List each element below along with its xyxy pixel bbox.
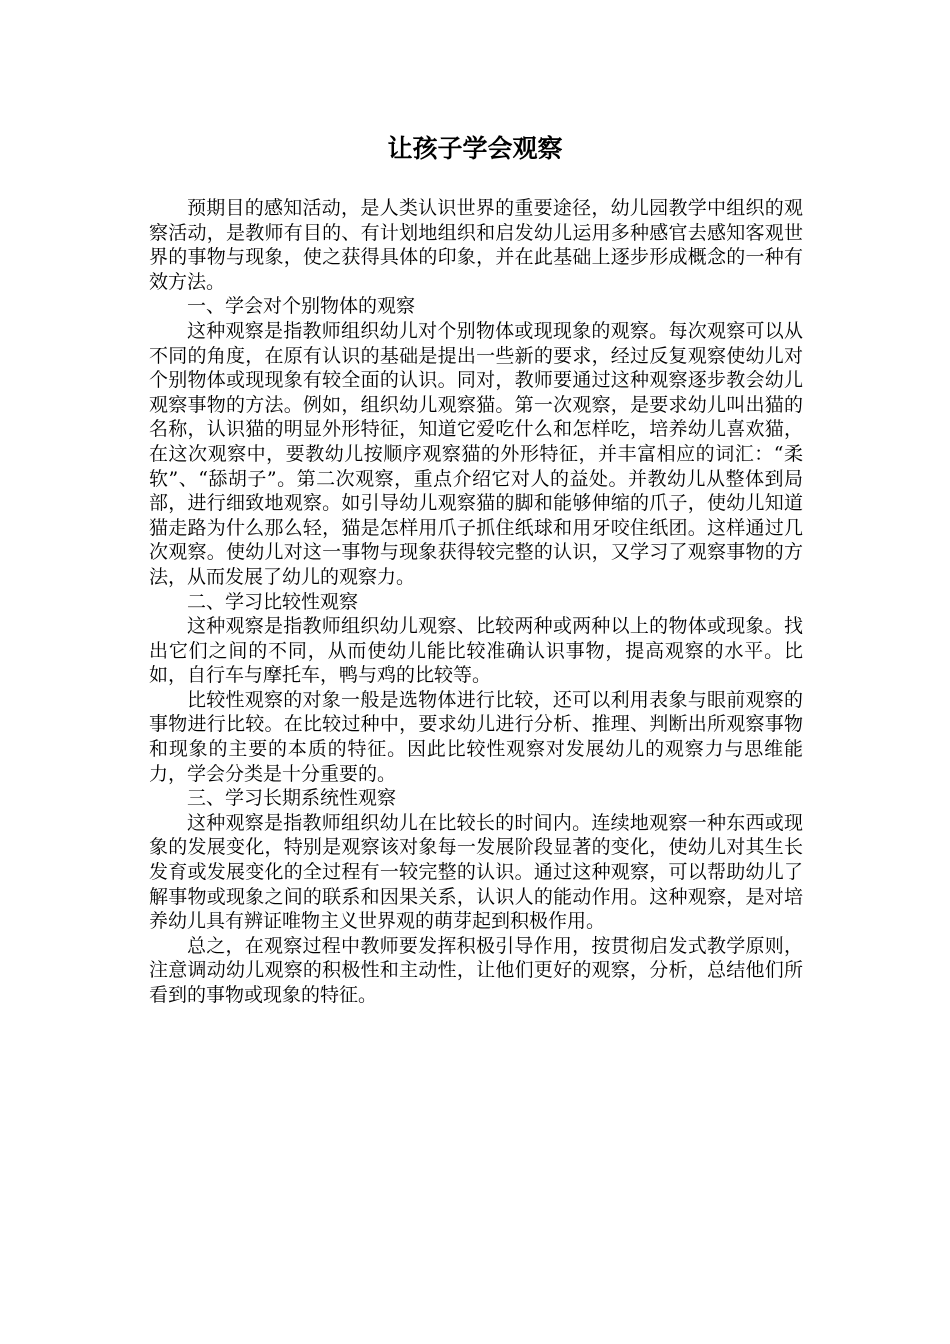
section-heading-3: 三、学习长期系统性观察 [187, 787, 397, 810]
section-heading-2: 二、学习比较性观察 [187, 590, 359, 613]
section-2-paragraph-2: 比较性观察的对象一般是选物体进行比较，还可以利用表象与眼前观察的事物进行比较。在比较过种中，要求幼儿进行分析、推理、判断出所观察事物和现象的主要的本质的特征。因此比较性观察对发展幼儿的观察力与思维能力，学会分类是十分重要的。 [149, 688, 803, 785]
document-body [149, 196, 803, 1008]
section-1-paragraph: 这种观察是指教师组织幼儿对个别物体或现现象的观察。每次观察可以从不同的角度，在原有认识的基础是提出一些新的要求，经过反复观察使幼儿对个别物体或现现象有较全面的认识。同对，教师要通过这种观察逐步教会幼儿观察事物的方法。例如，组织幼儿观察猫。第一次观察，是要求幼儿叫出猫的名称，认识猫的明显外形特征，知道它爱吃什么和怎样吃，培养幼儿喜欢猫，在这次观察中，要教幼儿按顺序观察猫的外形特征，并丰富相应的词汇：“柔软”、“舔胡子”。第二次观察，重点介绍它对人的益处。并教幼儿从整体到局部，进行细致地观察。如引导幼儿观察猫的脚和能够伸缩的爪子，使幼儿知道猫走路为什么那么轻，猫是怎样用爪子抓住纸球和用牙咬住纸团。这样通过几次观察。使幼儿对这一事物与现象获得较完整的认识，又学习了观察事物的方法，从而发展了幼儿的观察力。 [149, 319, 803, 588]
intro-paragraph: 预期目的感知活动，是人类认识世界的重要途径，幼儿园教学中组织的观察活动，是教师有目的、有计划地组织和启发幼儿运用多种感官去感知客观世界的事物与现象，使之获得具体的印象，并在此基础上逐步形成概念的一种有效方法。 [149, 197, 803, 293]
conclusion-paragraph: 总之，在观察过程中教师要发挥积极引导作用，按贯彻启发式教学原则，注意调动幼儿观察的积极性和主动性，让他们更好的观察，分析，总结他们所看到的事物或现象的特征。 [149, 934, 803, 1006]
section-2-paragraph-1: 这种观察是指教师组织幼儿观察、比较两种或两种以上的物体或现象。找出它们之间的不同，从而使幼儿能比较准确认识事物，提高观察的水平。比如，自行车与摩托车，鸭与鸡的比较等。 [149, 615, 803, 687]
document-title: 让孩子学会观察 [387, 134, 563, 163]
section-heading-1: 一、学会对个别物体的观察 [187, 295, 416, 318]
section-3-paragraph: 这种观察是指教师组织幼儿在比较长的时间内。连续地观察一种东西或现象的发展变化，特别是观察该对象每一发展阶段显著的变化，使幼儿对其生长发育或发展变化的全过程有一较完整的认识。通过这种观察，可以帮助幼儿了解事物或现象之间的联系和因果关系，认识人的能动作用。这种观察，是对培养幼儿具有辨证唯物主义世界观的萌芽起到积极作用。 [149, 811, 803, 933]
